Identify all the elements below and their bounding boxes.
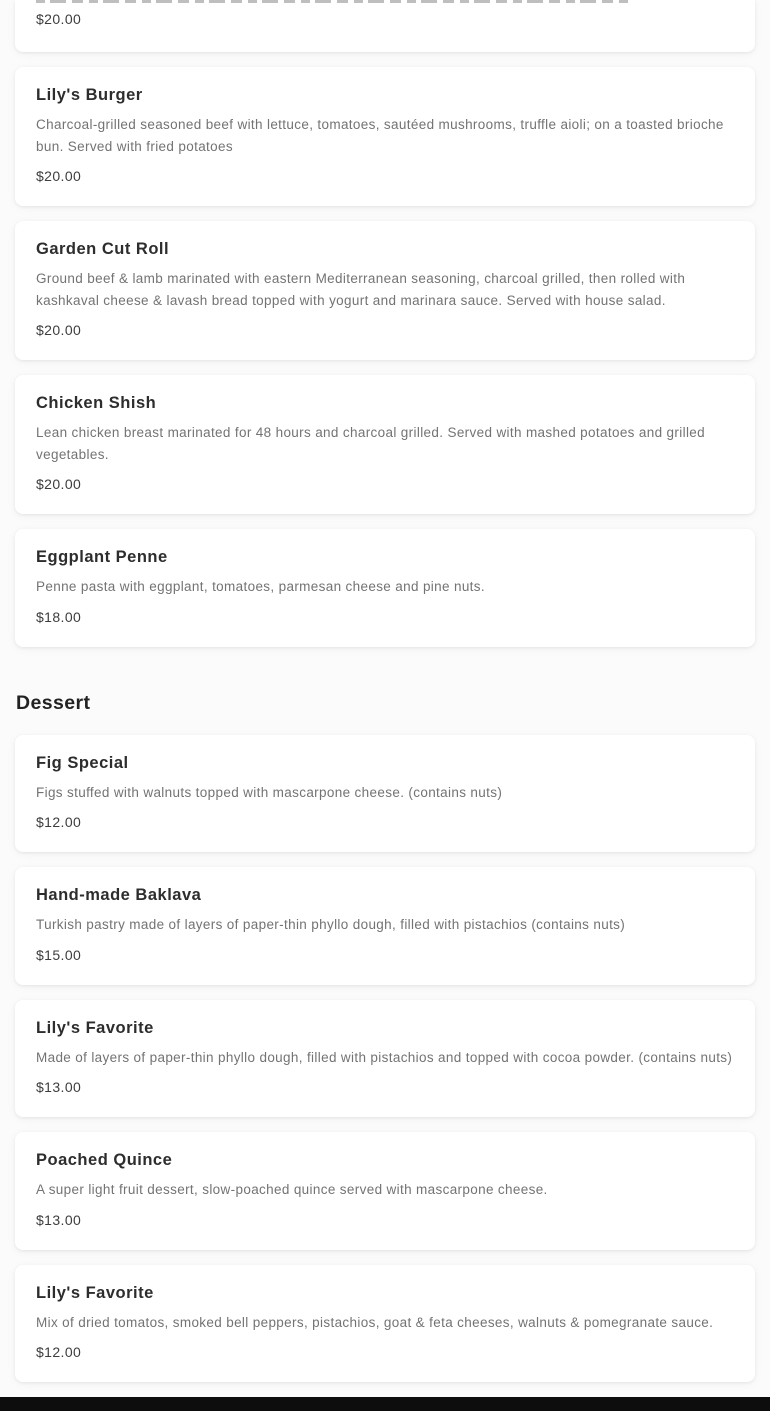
menu-item-price: $18.00 (36, 608, 82, 625)
menu-item-description: Penne pasta with eggplant, tomatoes, parmesan cheese and pine nuts. (36, 579, 485, 594)
menu-item-description: Made of layers of paper-thin phyllo dough, filled with pistachios and topped with cocoa powder. (contains nuts) (36, 1049, 733, 1065)
menu-item-name: Chicken Shish (36, 394, 157, 412)
menu-item-name: Lily's Favorite (36, 1018, 154, 1037)
menu-item-card[interactable] (15, 221, 755, 360)
menu-item-name: Eggplant Penne (36, 548, 168, 566)
menu-item-price: $12.00 (36, 1344, 82, 1360)
footer-bar (0, 1397, 770, 1411)
menu-item-description: Lean chicken breast marinated for 48 hours and charcoal grilled. Served with mashed potatoes and grilled vegetables. (36, 425, 706, 462)
section-heading-dessert: Dessert (16, 691, 91, 714)
menu-item-price: $20.00 (36, 11, 82, 27)
menu-item-card[interactable] (15, 1000, 755, 1118)
menu-item-description: Turkish pastry made of layers of paper-thin phyllo dough, filled with pistachios (contains nuts) (36, 917, 626, 932)
menu-item-name: Hand-made Baklava (36, 886, 202, 904)
menu-item-description: Ground beef & lamb marinated with eastern Mediterranean seasoning, charcoal grilled, then rolled with kashkaval cheese & lavash bread topped with yogurt and marinara sauce. Served with house salad. (36, 271, 686, 308)
menu-item-name: Lily's Favorite (36, 1283, 154, 1302)
menu-item-description: Figs stuffed with walnuts topped with mascarpone cheese. (contains nuts) (36, 784, 503, 800)
clipped-text-remnant (36, 0, 628, 3)
menu-item-card[interactable] (15, 735, 755, 853)
menu-item-card[interactable] (15, 1265, 755, 1383)
menu-item-card[interactable] (15, 529, 755, 647)
menu-item-card[interactable] (15, 867, 755, 985)
menu-item-name: Poached Quince (36, 1151, 173, 1169)
menu-item-price: $12.00 (36, 814, 82, 830)
menu-item-price: $20.00 (36, 476, 82, 492)
menu-item-card[interactable] (15, 67, 755, 206)
menu-item-price: $15.00 (36, 946, 82, 963)
menu-item-price: $13.00 (36, 1211, 82, 1228)
menu-item-card-truncated[interactable] (15, 0, 755, 52)
menu-item-price: $20.00 (36, 322, 82, 338)
menu-item-description: Mix of dried tomatos, smoked bell peppers, pistachios, goat & feta cheeses, walnuts & pomegranate sauce. (36, 1314, 714, 1330)
menu-item-card[interactable] (15, 1132, 755, 1250)
menu-item-name: Fig Special (36, 753, 129, 772)
menu-item-description: Charcoal-grilled seasoned beef with lettuce, tomatoes, sautéed mushrooms, truffle aioli; on a toasted brioche bun. Served with fried potatoes (36, 117, 724, 154)
menu-item-description: A super light fruit dessert, slow-poached quince served with mascarpone cheese. (36, 1182, 548, 1197)
menu-item-price: $13.00 (36, 1079, 82, 1095)
menu-item-name: Garden Cut Roll (36, 240, 170, 258)
menu-item-price: $20.00 (36, 168, 82, 184)
menu-item-name: Lily's Burger (36, 86, 143, 104)
menu-item-card[interactable] (15, 375, 755, 514)
